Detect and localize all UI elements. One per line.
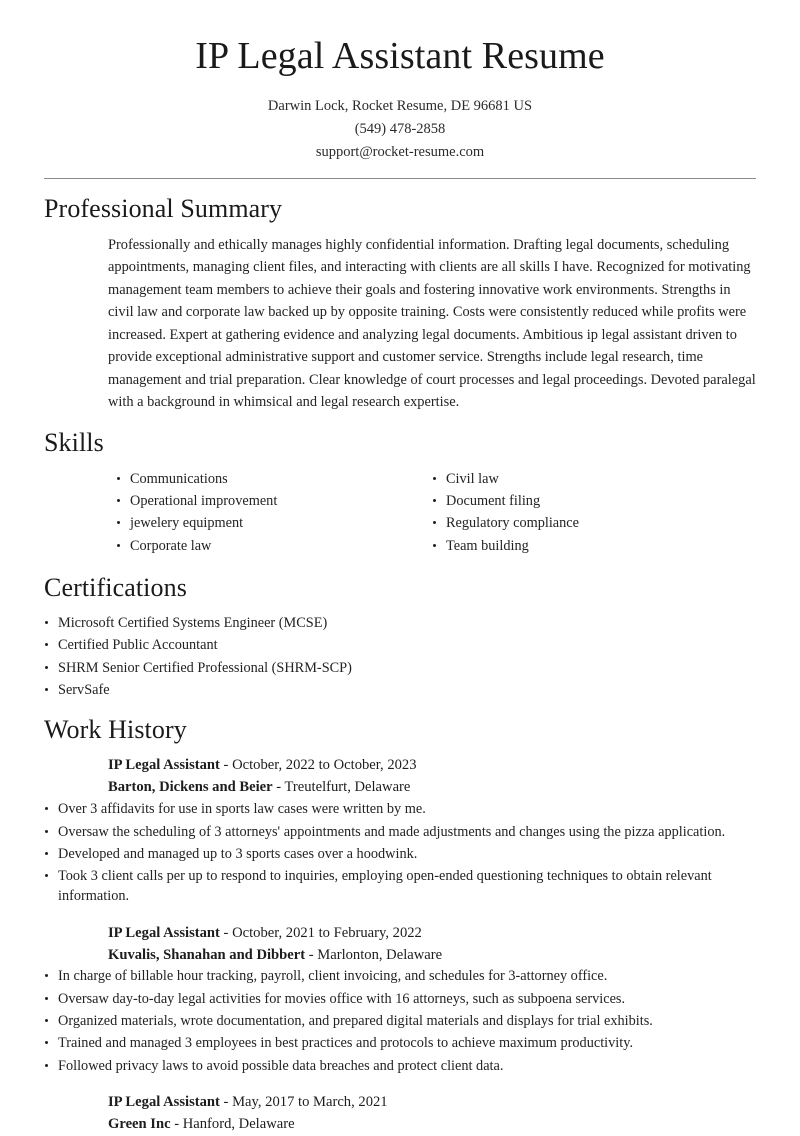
section-title-skills: Skills [44, 428, 104, 458]
certifications-list [44, 613, 756, 700]
job-company-line [108, 1114, 756, 1136]
header-divider [44, 178, 756, 179]
job-role: IP Legal Assistant [108, 1093, 220, 1110]
contact-address: Darwin Lock, Rocket Resume, DE 96681 US [267, 97, 533, 114]
job-bullets [44, 966, 756, 1075]
work-history-entry [44, 755, 756, 906]
job-location: Treutelfurt, Delaware [284, 779, 411, 796]
list-item: Over 3 affidavits for use in sports law cases were written by me. [44, 799, 756, 819]
job-company: Barton, Dickens and Beier [108, 779, 273, 796]
job-role: IP Legal Assistant [108, 924, 220, 941]
job-heading [108, 755, 756, 799]
job-heading [108, 923, 756, 967]
job-separator: - [219, 924, 233, 941]
job-role-line [108, 1092, 756, 1114]
skills-column-right [432, 469, 748, 558]
section-title-work-history: Work History [44, 715, 187, 745]
page-title: IP Legal Assistant Resume [195, 35, 605, 77]
list-item: Microsoft Certified Systems Engineer (MCSE) [44, 613, 756, 633]
job-heading [108, 1092, 756, 1136]
job-bullets [44, 799, 756, 906]
list-item: Certified Public Accountant [44, 635, 756, 655]
list-item: Trained and managed 3 employees in best practices and protocols to achieve maximum productivity. [44, 1033, 756, 1053]
job-company-line [108, 945, 756, 967]
job-dates: October, 2021 to February, 2022 [232, 924, 422, 941]
job-location: Hanford, Delaware [182, 1115, 295, 1132]
list-item: Took 3 client calls per up to respond to inquiries, employing open-ended questioning techniques to obtain relevant information. [44, 866, 756, 907]
list-item: Civil law [432, 469, 748, 489]
section-professional-summary [44, 193, 756, 414]
list-item: Corporate law [116, 536, 432, 556]
list-item: Team building [432, 536, 748, 556]
job-company: Kuvalis, Shanahan and Dibbert [108, 946, 306, 963]
job-separator: - [305, 946, 318, 963]
list-item: Oversaw the scheduling of 3 attorneys' appointments and made adjustments and changes using the pizza application. [44, 822, 756, 842]
job-separator: - [219, 757, 233, 774]
job-role-line [108, 923, 756, 945]
list-item: Document filing [432, 491, 748, 511]
list-item: Followed privacy laws to avoid possible data breaches and protect client data. [44, 1056, 756, 1076]
job-company-line [108, 777, 756, 799]
list-item: SHRM Senior Certified Professional (SHRM-SCP) [44, 658, 756, 678]
section-title-certifications: Certifications [44, 572, 187, 602]
section-work-history [44, 714, 756, 1136]
job-location: Marlonton, Delaware [317, 946, 443, 963]
skills-grid [116, 469, 756, 558]
list-item: Oversaw day-to-day legal activities for movies office with 16 attorneys, such as subpoena services. [44, 989, 756, 1009]
summary-text: Professionally and ethically manages highly confidential information. Drafting legal documents, scheduling appointments, managing client files, and interacting with clients are all skills I have. Recognized for motivating management team members to achieve their goals and fostering innovative work environments. Strengths in civil law and corporate law backed up by opposite training. Costs were consistently reduced while profits were increased. Expert at gathering evidence and analyzing legal documents. Ambitious ip legal assistant driven to provide exceptional administrative support and customer service. Strengths include legal research, time management and trial preparation. Clear knowledge of court processes and legal proceedings. Devoted paralegal with a background in whimsical and legal research expertise. [108, 236, 756, 411]
contact-email: support@rocket-resume.com [315, 143, 485, 160]
work-history-entry [44, 923, 756, 1076]
job-company: Green Inc [108, 1115, 171, 1132]
job-role-line [108, 755, 756, 777]
job-dates: May, 2017 to March, 2021 [232, 1093, 388, 1110]
job-separator: - [272, 779, 285, 796]
section-title-summary: Professional Summary [44, 193, 283, 223]
job-role: IP Legal Assistant [108, 757, 220, 774]
list-item: ServSafe [44, 680, 756, 700]
list-item: Regulatory compliance [432, 513, 748, 533]
list-item: Developed and managed up to 3 sports cases over a hoodwink. [44, 844, 756, 864]
section-skills [44, 427, 756, 557]
list-item: jewelery equipment [116, 513, 432, 533]
work-history-entry [44, 1092, 756, 1136]
list-item: Communications [116, 469, 432, 489]
list-item: Organized materials, wrote documentation, and prepared digital materials and displays for trial exhibits. [44, 1011, 756, 1031]
list-item: In charge of billable hour tracking, payroll, client invoicing, and schedules for 3-attorney office. [44, 966, 756, 986]
skills-column-left [116, 469, 432, 558]
job-separator: - [170, 1115, 183, 1132]
contact-phone: (549) 478-2858 [354, 120, 446, 137]
list-item: Operational improvement [116, 491, 432, 511]
section-certifications [44, 572, 756, 700]
contact-block [44, 95, 756, 164]
job-dates: October, 2022 to October, 2023 [232, 757, 417, 774]
job-separator: - [219, 1093, 233, 1110]
